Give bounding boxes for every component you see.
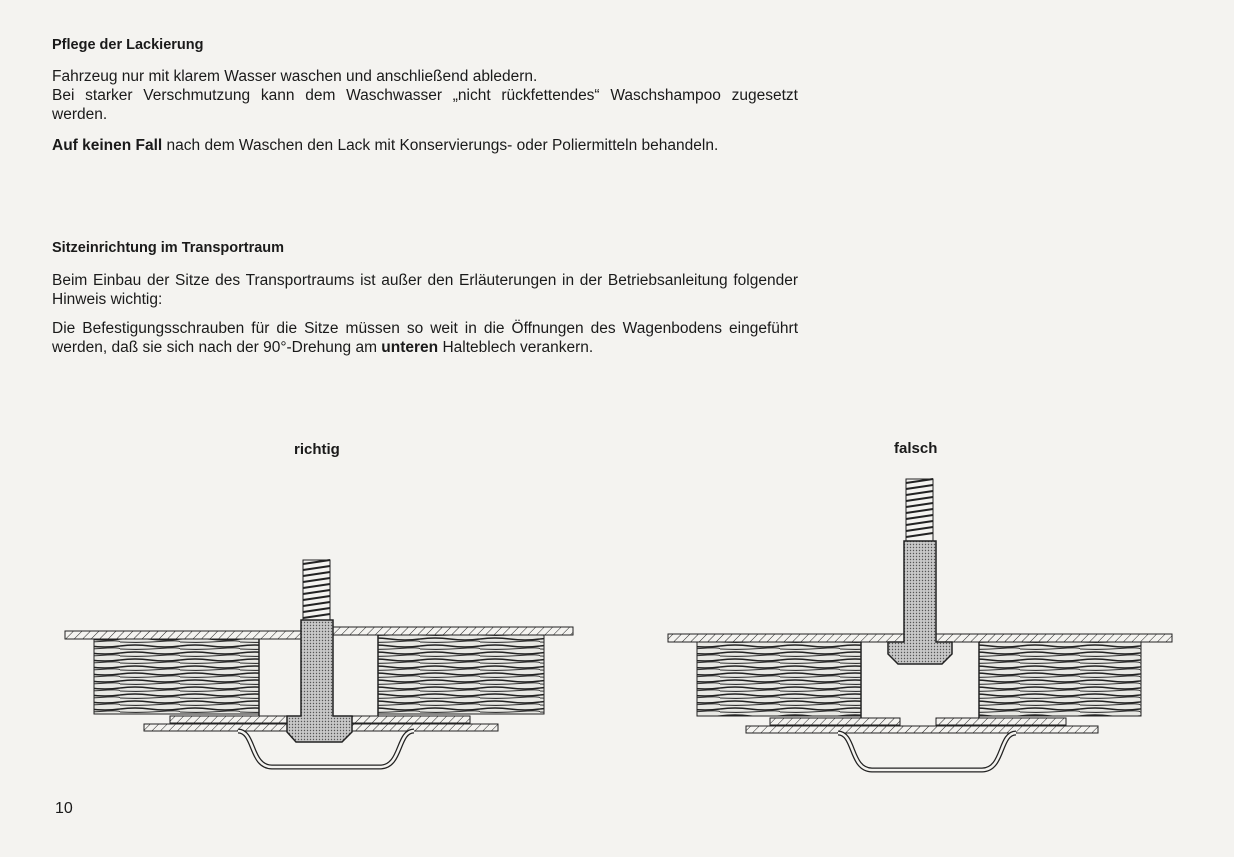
page-number: 10 — [55, 800, 73, 817]
label-correct: richtig — [294, 441, 340, 458]
wood-board-left — [94, 639, 259, 714]
floor-plate-top-right-2 — [936, 634, 1172, 642]
wood-board-left-2 — [697, 642, 861, 716]
label-wrong: falsch — [894, 440, 938, 457]
paragraph-installation-note: Beim Einbau der Sitze des Transportraums ist außer den Erläuterungen in der Betriebsanleitung folgender Hinweis wichtig: — [52, 272, 798, 308]
retaining-plate-right-2 — [936, 718, 1066, 725]
heading-paint-care: Pflege der Lackierung — [52, 37, 204, 53]
warning-emphasis: Auf keinen Fall — [52, 137, 163, 154]
washing-line-1: Fahrzeug nur mit klarem Wasser waschen und anschließend abledern. — [52, 68, 538, 85]
washing-line-2: Bei starker Verschmutzung kann dem Waschwasser „nicht rückfettendes“ Waschshampoo zugesetzt werden. — [52, 87, 798, 123]
heading-seat-installation: Sitzeinrichtung im Transportraum — [52, 240, 285, 256]
bolt-emphasis: unteren — [381, 339, 439, 356]
diagram-wrong — [668, 479, 1172, 770]
wood-board-right-2 — [979, 642, 1141, 716]
bolt-text-2: Halteblech verankern. — [438, 339, 594, 356]
wood-board-right — [378, 635, 544, 714]
bolt-text-1: Die Befestigungsschrauben für die Sitze müssen so weit in die Öffnungen des Wagenbodens eingeführt werden, daß sie sich nach der 90°-Drehung am — [52, 320, 798, 356]
floor-plate-bottom-2 — [746, 726, 1098, 733]
diagram-correct — [65, 560, 573, 767]
floor-plate-top-left-2 — [668, 634, 906, 642]
retaining-plate-left-2 — [770, 718, 900, 725]
floor-plate-top-right — [333, 627, 573, 635]
floor-plate-top-left — [65, 631, 303, 639]
bolt-wrong — [888, 541, 952, 664]
warning-text: nach dem Waschen den Lack mit Konservierungs- oder Poliermitteln behandeln. — [162, 137, 719, 154]
